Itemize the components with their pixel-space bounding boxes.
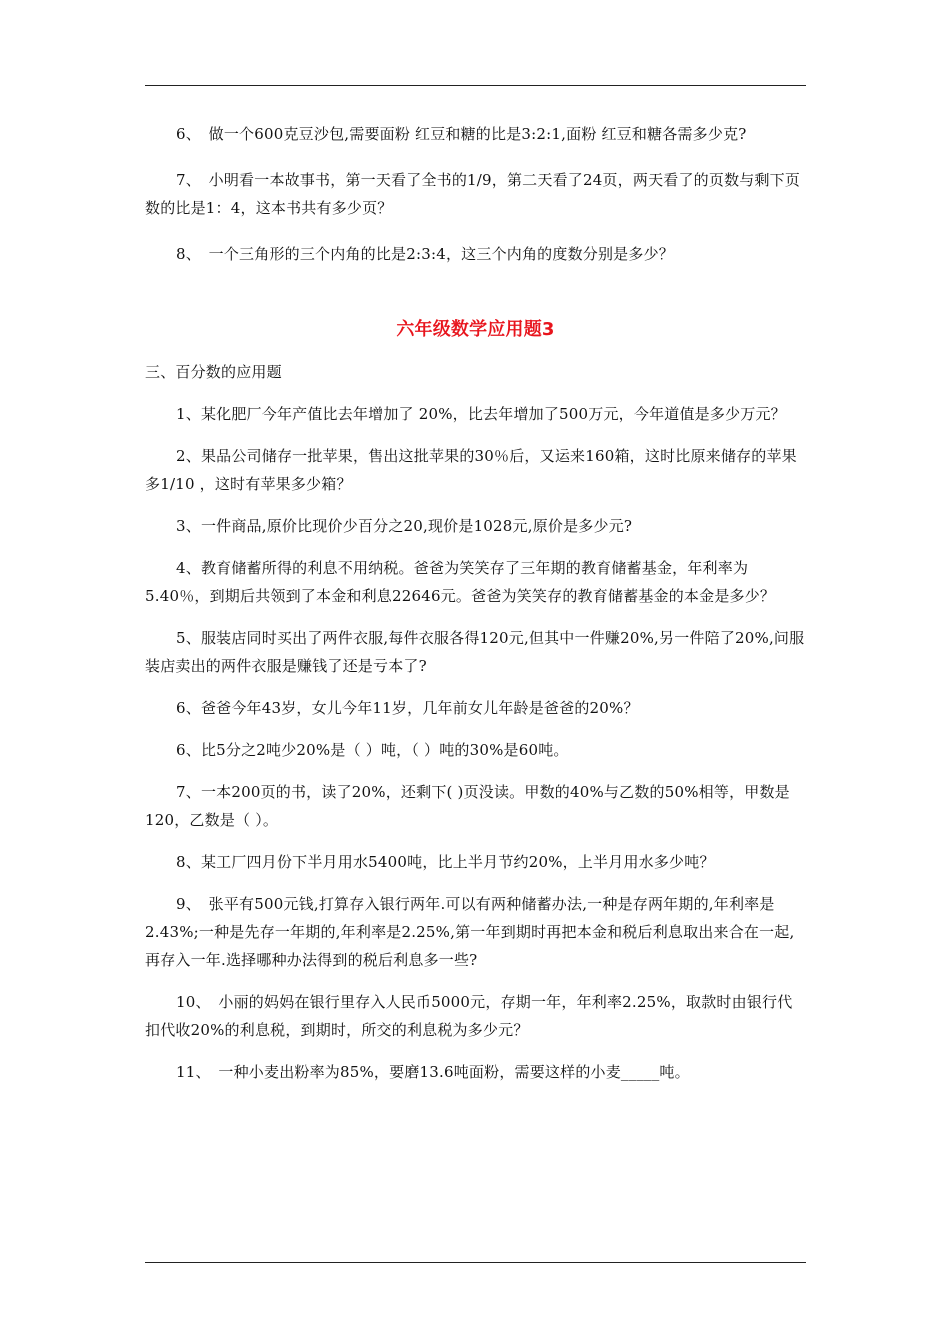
question-item: 7、 小明看一本故事书，第一天看了全书的1/9，第二天看了24页，两天看了的页数与剩下页数的比是1：4，这本书共有多少页？ [145, 171, 801, 217]
question-item: 9、 张平有500元钱,打算存入银行两年.可以有两种储蓄办法,一种是存两年期的,年利率是2.43%;一种是先存一年期的,年利率是2.25%,第一年到期时再把本金和税后利息取出来合在一起,再存入一年.选择哪种办法得到的税后利息多一些? [145, 895, 795, 969]
question-item: 6、 做一个600克豆沙包,需要面粉 红豆和糖的比是3:2:1,面粉 红豆和糖各需多少克? [176, 125, 747, 143]
question-item: 7、一本200页的书，读了20%，还剩下( )页没读。甲数的40%与乙数的50%相等，甲数是120，乙数是（ ）。 [145, 783, 790, 829]
question-item: 8、某工厂四月份下半月用水5400吨，比上半月节约20%，上半月用水多少吨？ [176, 853, 715, 871]
question-item: 5、服装店同时买出了两件衣服,每件衣服各得120元,但其中一件赚20%,另一件陪了20%,问服装店卖出的两件衣服是赚钱了还是亏本了? [145, 629, 805, 675]
question-item: 8、 一个三角形的三个内角的比是2:3:4，这三个内角的度数分别是多少？ [176, 245, 674, 263]
document-body [145, 120, 806, 1100]
page-title: 六年级数学应用题3 [396, 319, 555, 340]
header-rule [145, 85, 806, 86]
question-item: 6、比5分之2吨少20%是（ ）吨，（ ）吨的30%是60吨。 [176, 741, 569, 759]
question-item: 11、 一种小麦出粉率为85%，要磨13.6吨面粉，需要这样的小麦_____吨。 [176, 1063, 690, 1081]
question-item: 4、教育储蓄所得的利息不用纳税。爸爸为笑笑存了三年期的教育储蓄基金，年利率为5.40％，到期后共领到了本金和利息22646元。爸爸为笑笑存的教育储蓄基金的本金是多少？ [145, 559, 776, 605]
question-item: 3、一件商品,原价比现价少百分之20,现价是1028元,原价是多少元? [176, 517, 633, 535]
question-item: 2、果品公司储存一批苹果，售出这批苹果的30％后，又运来160箱，这时比原来储存的苹果多1/10 ，这时有苹果多少箱？ [145, 447, 797, 493]
section-heading: 三、百分数的应用题 [145, 363, 282, 381]
footer-rule [145, 1262, 806, 1263]
question-item: 10、 小丽的妈妈在银行里存入人民币5000元，存期一年，年利率2.25%，取款时由银行代扣代收20%的利息税，到期时，所交的利息税为多少元？ [145, 993, 793, 1039]
question-item: 6、爸爸今年43岁，女儿今年11岁，几年前女儿年龄是爸爸的20%？ [176, 699, 639, 717]
question-item: 1、某化肥厂今年产值比去年增加了 20%，比去年增加了500万元，今年道值是多少万元？ [176, 405, 786, 423]
